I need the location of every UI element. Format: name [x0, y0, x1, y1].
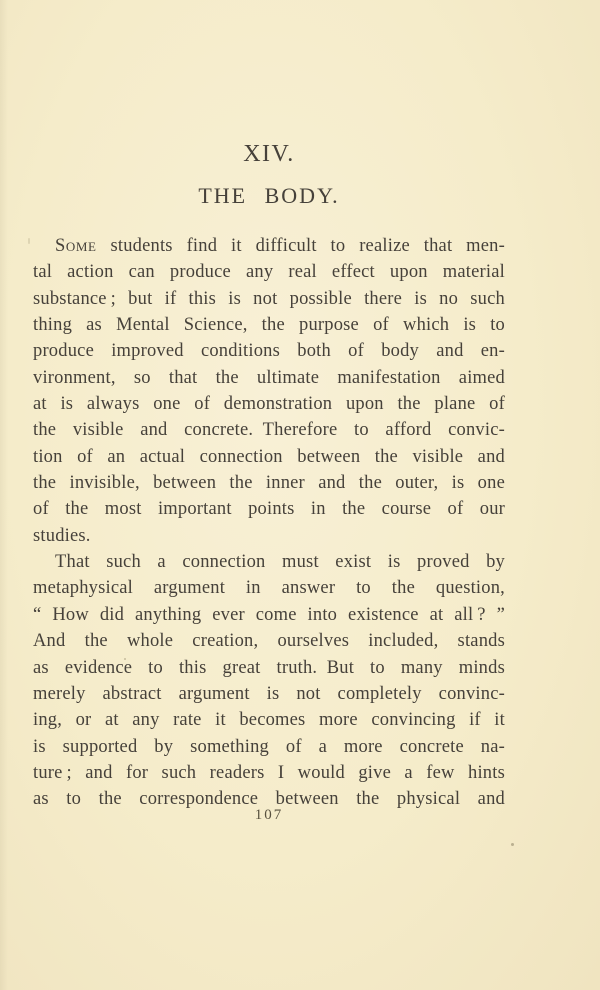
chapter-title: THE BODY. — [198, 183, 340, 208]
text-line: merely abstract argument is not completely convinc- — [33, 683, 505, 704]
text-line: thing as Mental Science, the purpose of which is to — [33, 315, 505, 336]
text-line: metaphysical argument in answer to the question, — [33, 578, 505, 599]
text-line: produce improved conditions both of body and en- — [33, 341, 505, 362]
text-line: substance ; but if this is not possible there is no such — [33, 288, 505, 309]
page-edge-shadow — [0, 0, 8, 990]
text-line-rest: students find it difficult to realize that men- — [96, 236, 505, 256]
text-line: as evidence to this great truth. But to many minds — [33, 657, 505, 678]
body-text — [33, 233, 505, 813]
text-line: as to the correspondence between the physical and — [33, 789, 505, 810]
text-line: studies. — [33, 525, 91, 546]
page-number: 107 — [254, 807, 284, 823]
text-line: is supported by something of a more concrete na- — [33, 736, 505, 757]
text-line: vironment, so that the ultimate manifestation aimed — [33, 367, 505, 388]
paper-speck — [124, 658, 126, 660]
text-line: ing, or at any rate it becomes more convincing if it — [33, 710, 505, 731]
paper-speck — [28, 238, 30, 244]
text-line: That such a connection must exist is proved by — [55, 552, 505, 573]
paper-speck — [511, 843, 514, 846]
text-line — [33, 233, 505, 259]
text-line: of the most important points in the course of our — [33, 499, 505, 520]
text-line: ture ; and for such readers I would give a few hints — [33, 762, 505, 783]
text-line: tion of an actual connection between the visible and — [33, 446, 505, 467]
text-line: And the whole creation, ourselves included, stands — [33, 631, 505, 652]
small-caps-lead-word: Some — [55, 236, 97, 256]
text-line: “ How did anything ever come into existence at all ? ” — [33, 604, 505, 625]
chapter-number: XIV. — [243, 141, 295, 167]
text-line: at is always one of demonstration upon the plane of — [33, 394, 505, 415]
text-line: tal action can produce any real effect upon material — [33, 262, 505, 283]
text-line: the visible and concrete. Therefore to afford convic- — [33, 420, 505, 441]
text-line: the invisible, between the inner and the outer, is one — [33, 473, 505, 494]
